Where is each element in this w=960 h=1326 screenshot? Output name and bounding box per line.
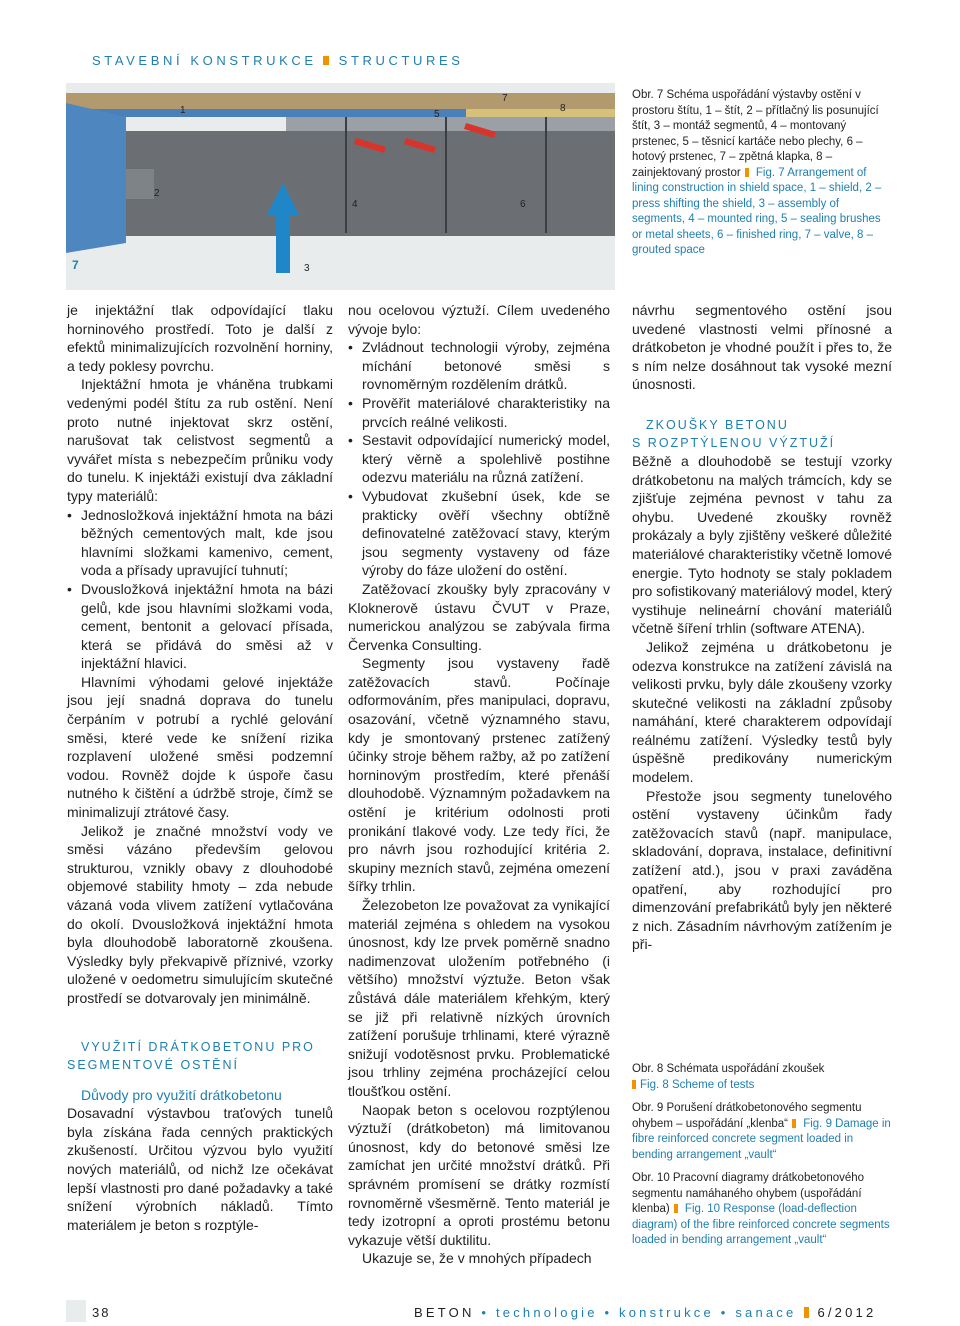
footer-topic: technologie [495,1305,598,1320]
paragraph: Jelikož zejména u drátkobetonu je odezva konstrukce na zatížení závislá na velikosti prvku, byly dále zkoušeny vzorky skutečné velikosti na základní způsoby namáhání, které charakterem odpovídají reálnému zatížení. Výsledky testů byly úspěšně predikovány numerickým modelem. [632,638,892,786]
page-number: 38 [92,1305,111,1320]
paragraph: Běžně a dlouhodobě se testují vzorky drátkobetonu na malých trámcích, kdy se zjišťuje zejména pevnost v tahu za ohybu. Uvedené zkoušky rovněž prokázaly a byly zjištěny veškeré důležité materiálové charakteristiky včetně lomové energie. Tyto hodnoty se staly pokladem pro sofistikovaný materiálový model, který vystihuje nelineární chování materiálů včetně šíření trhlin (software ATENA). [632,452,892,637]
caption-7-en: Fig. 7 Arrangement of lining construction in shield space, 1 – shield, 2 – press shifting the shield, 3 – assembly of segments, 4 – mounted ring, 5 – sealing brushes or metal sheets, 6 – finished ring, 7 – valve, 8 – grouted space [632,166,882,256]
fig-label-2: 2 [154,188,160,199]
paragraph: Ukazuje se, že v mnohých případech [362,1250,592,1267]
fig-label-5: 5 [434,109,440,120]
paragraph: Hlavními výhodami gelové injektáže jsou její snadná doprava do tunelu čerpáním v potrubí a rychlé gelování směsi, které vede ke snížení rizika rozplavení uložené směsi podzemní vodou. Rovněž dojde k úspoře času nutného k čištění a údržbě stroje, čímž se minimalizují ztrátové časy. [67,673,333,821]
paragraph: nou ocelovou výztuží. Cílem uvedeného vývoje bylo: [348,302,610,337]
fig-label-1: 1 [180,105,186,116]
paragraph: je injektážní tlak odpovídající tlaku horninového prostředí. Toto je další z efektů minimalizujících rozvolnění horniny, a tedy poklesy povrchu. [67,302,333,374]
orange-square-icon [804,1307,809,1318]
column-1 [67,301,333,1234]
figure-7 [66,83,615,290]
section-heading: VYUŽITÍ DRÁTKOBETONU PRO SEGMENTOVÉ OSTĚNÍ [67,1039,315,1072]
bullet-list [348,338,610,580]
list-item: • Dvousložková injektážní hmota na bázi gelů, kde jsou hlavními složkami voda, cement, bentonit a gelovací přísada, která se přidává do směsi až v injektážní hlavici. [67,580,333,673]
assembly-arrow-icon [276,213,290,273]
header-section-cz: STAVEBNÍ KONSTRUKCE [92,53,317,68]
list-item: • Vybudovat zkušební úsek, kde se prakticky ověří všechny obtížně definovatelné zatěžovací stavy, kterým jsou segmenty vystaveny od fáze výroby do fáze uložení do ostění. [348,487,610,580]
column-3 [632,301,892,954]
ground-layer [66,93,615,109]
running-header [92,53,464,68]
bullet-list [67,506,333,673]
header-section-en: STRUCTURES [338,53,464,68]
orange-square-icon [323,56,329,65]
orange-square-icon [674,1204,678,1213]
subheading: Důvody pro využití drátkobetonu [81,1086,282,1103]
paragraph: Segmenty jsou vystaveny řadě zatěžovacích stavů. Počínaje odformováním, přes manipulaci, dopravu, osazování, včetně významného stavu, kdy je smontovaný prstenec zatížený účinky stroje během ražby, až po zatížení horninovým prostředím, které přenáší dlouhodobě. Významným požadavkem na ostění je kritérium odolnosti proti pronikání tlakové vody. Lze tedy říci, že pro návrh jsou rozhodující kritéria 2. skupiny mezních stavů, zejména omezení šířky trhlin. [348,655,610,895]
fig-label-6: 6 [520,199,526,210]
paragraph: Dosavadní výstavbou traťových tunelů byla získána řada cenných praktických zkušeností. Určitou výzvou bylo využití nových materiálů, od nichž lze očekávat lepší vlastnosti pro dané požadavky a také snížení výrobních nákladů. Tímto materiálem je beton s rozptýle- [67,1105,333,1233]
paragraph: Injektážní hmota je vháněna trubkami vedenými podél štítu za rub ostění. Není proto nutné injektovat skrz ostění, narušovat tak celistvost segmentů a vyvářet místa s nebezpečím průniku vody do tunelu. K injektáži existují dva základní typy materiálů: [67,376,333,504]
list-item: • Prověřit materiálové charakteristiky na prvcích reálné velikosti. [348,394,610,431]
issue-number: 6/2012 [817,1305,877,1320]
shield-shell [66,109,466,117]
segments [286,117,615,131]
press [126,169,154,199]
footer-tab [66,1300,86,1322]
paragraph: Jelikož je značné množství vody ve směsi vázáno především gelovou strukturou, vznikly obavy z dlouhodobé objemové stability hmoty – zda nebude vázaná voda vlivem zatížení vytlačována do okolí. Dvousložková injektážní hmota byla dlouhodobě laboratorně zkoušena. Výsledky byly překvapivě příznivé, vzorky uložené v oedometru simulujícím skutečné prostředí se dotvarovaly jen minimálně. [67,822,333,1006]
figure-7-caption [632,88,886,259]
shield [66,103,126,253]
paragraph: Zatěžovací zkoušky byly zpracovány v Kloknerově ústavu ČVUT v Praze, numerickou analýzou se zabývala firma Červenka Consulting. [348,580,610,653]
orange-square-icon [792,1119,796,1128]
list-item: • Zvládnout technologii výroby, zejména míchání betonové směsi s rovnoměrným rozdělením drátků. [348,338,610,394]
figure-8-caption: Obr. 8 Schémata uspořádání zkoušek Fig. 8 Scheme of tests [632,1063,825,1091]
fig-label-4: 4 [352,199,358,210]
figure-10-caption: Obr. 10 Pracovní diagramy drátkobetonového segmentu namáhaného ohybem (uspořádání klenba) Fig. 10 Response (load-deflection diagram) of the fibre reinforced concrete segments loaded in bending arrangement „vault“ [632,1172,890,1246]
footer-masthead: BETON • technologie • konstrukce • sanace 6/2012 [414,1305,877,1320]
orange-square-icon [632,1080,636,1089]
tunnel-shield-diagram [66,83,615,290]
paragraph: Přestože jsou segmenty tunelového ostění vystaveny účinkům řady zatěžovacích stavů (např. manipulace, skladování, doprava, instalace, definitivní zatížení atd.), jsou v praxi zaváděna opatření, aby rozhodující pro dimenzování prefabrikátů byly jen některé z nich. Zásadním návrhovým zatížením je při- [632,787,892,953]
orange-square-icon [745,168,749,177]
section-heading: ZKOUŠKY BETONU S ROZPTÝLENOU VÝZTUŽÍ [632,417,836,450]
figure-captions [632,1062,894,1249]
footer-topic: sanace [735,1305,797,1320]
fig-label-3: 3 [304,263,310,274]
footer-topic: konstrukce [619,1305,714,1320]
figure-number: 7 [72,258,79,272]
magazine-name: BETON [414,1305,475,1320]
fig-label-7: 7 [502,93,508,104]
paragraph: návrhu segmentového ostění jsou uvedené vlastnosti velmi přínosné a drátkobeton je vhodné použít i přes to, že s ním nelze dosáhnout tak vysoké mezní únosnosti. [632,302,892,393]
caption-7-cz: Obr. 7 Schéma uspořádání výstavby ostění v prostoru štítu, 1 – štít, 2 – přítlačný lis posunující štít, 3 – montáž segmentů, 4 – montovaný prstenec, 5 – těsnicí kartáče nebo plechy, 6 – hotový prstenec, 7 – zpětná klapka, 8 – zainjektovaný prostor [632,89,879,179]
list-item: • Jednosložková injektážní hmota na bázi běžných cementových malt, kde jsou hlavními složkami kamenivo, cement, voda a přísady upravující tuhnutí; [67,506,333,580]
figure-9-caption: Obr. 9 Porušení drátkobetonového segmentu ohybem – uspořádání „klenba“ Fig. 9 Damage in fibre reinforced concrete segment loaded in bending arrangement „vault“ [632,1102,891,1161]
fig-label-8: 8 [560,103,566,114]
paragraph: Naopak beton s ocelovou rozptýlenou výztuží (drátkobeton) má limitovanou únosnost, kdy do betonové směsi lze zamíchat jen určité množství drátků. Při správném promísení se drátky rozmístí rovnoměrně všesměrně. Tento materiál je tedy izotropní a oproti prostému betonu vykazuje větší duktilitu. [348,1101,610,1248]
list-item: • Sestavit odpovídající numerický model, který věrně a spolehlivě postihne odezvu materiálu na různá zatížení. [348,431,610,487]
paragraph: Železobeton lze považovat za vynikající materiál zejména s ohledem na vysokou únosnost, kdy lze prvek poměrně snadno nadimenzovat uložením potřebného (i většího) množství výztuže. Beton však zůstává dále materiálem křehkým, který se již při relativně nízkých úrovních zatížení porušuje trhlinami, které výrazně snižují vodotěsnost prvku. Problematické jsou trhliny zejména procházející celou tloušťkou ostění. [348,897,610,1099]
column-2 [348,301,610,1268]
